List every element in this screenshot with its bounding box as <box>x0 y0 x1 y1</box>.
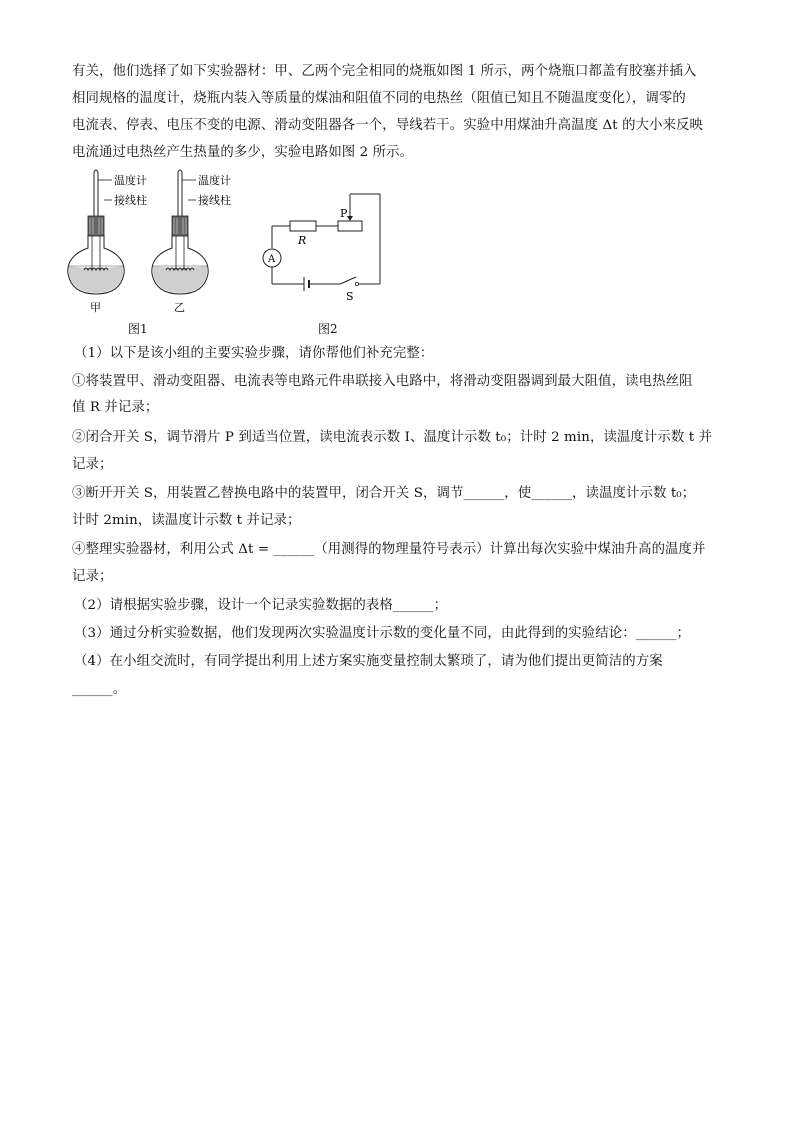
figure-2-circuit <box>258 186 394 304</box>
flask-a-icon <box>68 170 124 294</box>
resistor-label: R <box>298 234 307 247</box>
question-4-line-1: （4）在小组交流时，有同学提出利用上述方案实施变量控制太繁琐了，请为他们提出更简洁的方案 <box>74 654 663 669</box>
switch-icon <box>340 277 356 284</box>
resistor-r-icon <box>290 221 316 231</box>
flask-b-label: 乙 <box>174 301 185 314</box>
figure-1-flasks <box>62 166 252 316</box>
intro-line-3: 电流表、停表、电压不变的电源、滑动变阻器各一个，导线若干。实验中用煤油升高温度 Δt 的大小来反映 <box>72 118 704 133</box>
figure-2-caption: 图2 <box>318 322 338 336</box>
question-1: （1）以下是该小组的主要实验步骤，请你帮他们补充完整： <box>74 346 434 361</box>
fig1-thermometer-label-a: 温度计 <box>114 174 147 187</box>
flask-b-icon <box>152 170 208 294</box>
step-1-line-2: 值 R 并记录； <box>72 400 159 415</box>
figure-1-caption: 图1 <box>128 322 148 336</box>
intro-line-4: 电流通过电热丝产生热量的多少，实验电路如图 2 所示。 <box>72 145 414 160</box>
question-3: （3）通过分析实验数据，他们发现两次实验温度计示数的变化量不同，由此得到的实验结论：______； <box>74 626 690 641</box>
slider-label: P <box>340 207 348 220</box>
step-3-line-1: ③断开开关 S，用装置乙替换电路中的装置甲，闭合开关 S，调节______，使______，读温度计示数 t₀； <box>72 486 696 501</box>
step-1-line-1: ①将装置甲、滑动变阻器、电流表等电路元件串联接入电路中，将滑动变阻器调到最大阻值，读电热丝阻 <box>72 374 693 389</box>
question-2: （2）请根据实验步骤，设计一个记录实验数据的表格______； <box>74 598 448 613</box>
switch-label: S <box>346 290 354 303</box>
fig1-terminal-label-b: 接线柱 <box>198 194 231 207</box>
fig1-terminal-label-a: 接线柱 <box>114 194 147 207</box>
step-4-line-1: ④整理实验器材，利用公式 Δt = ______（用测得的物理量符号表示）计算出每次实验中煤油升高的温度并 <box>72 542 706 557</box>
intro-line-1: 有关，他们选择了如下实验器材：甲、乙两个完全相同的烧瓶如图 1 所示，两个烧瓶口都盖有胶塞并插入 <box>72 64 697 79</box>
step-2-line-1: ②闭合开关 S，调节滑片 P 到适当位置，读电流表示数 I、温度计示数 t₀；计时 2 min，读温度计示数 t 并 <box>72 430 713 445</box>
intro-line-2: 相同规格的温度计，烧瓶内装入等质量的煤油和阻值不同的电热丝（阻值已知且不随温度变化），调零的 <box>72 91 686 106</box>
fig1-thermometer-label-b: 温度计 <box>198 174 231 187</box>
step-3-line-2: 计时 2min，读温度计示数 t 并记录； <box>72 513 301 528</box>
step-4-line-2: 记录； <box>72 569 113 584</box>
ammeter-label: A <box>268 254 276 265</box>
step-2-line-2: 记录； <box>72 457 113 472</box>
question-4-line-2: ______。 <box>72 682 127 697</box>
flask-a-label: 甲 <box>90 301 101 314</box>
rheostat-icon <box>338 221 362 231</box>
